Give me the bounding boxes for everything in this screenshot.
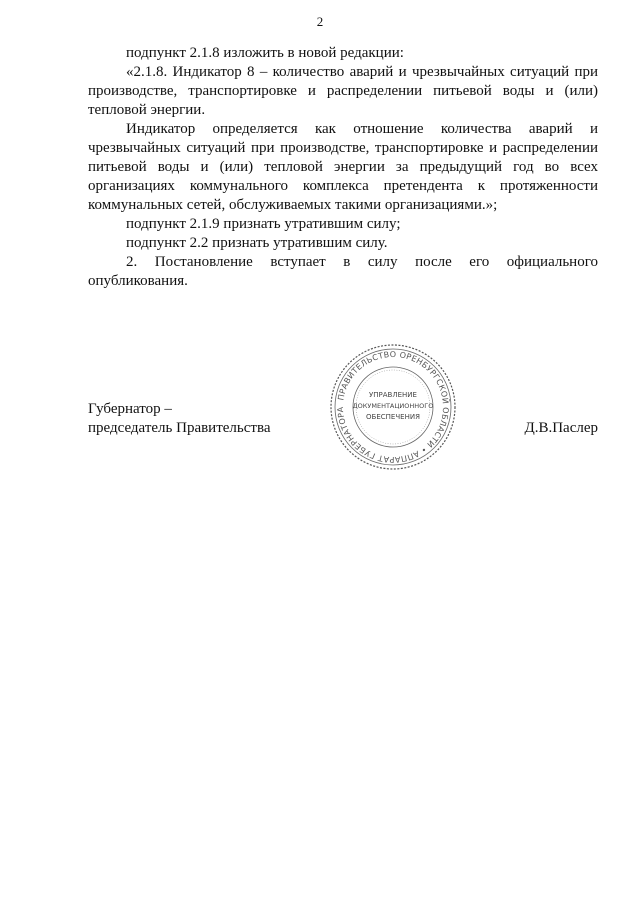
paragraph-indicator-8: «2.1.8. Индикатор 8 – количество аварий и чрезвычайных ситуаций при производстве, транспортировке и распределении питьевой воды и (или) тепловой энергии. xyxy=(88,64,598,118)
stamp-outer-text: ПРАВИТЕЛЬСТВО ОРЕНБУРГСКОЙ ОБЛАСТИ • АППАРАТ ГУБЕРНАТОРА xyxy=(335,349,451,465)
paragraph-subpoint-218: подпункт 2.1.8 изложить в новой редакции: xyxy=(126,45,404,61)
paragraph-subpoint-219: подпункт 2.1.9 признать утратившим силу; xyxy=(126,216,401,232)
signatory-position-line-2: председатель Правительства xyxy=(88,420,271,436)
signatory-name: Д.В.Паслер xyxy=(524,420,598,436)
signatory-position-line-1: Губернатор – xyxy=(88,401,172,417)
stamp-inner-line-3: ОБЕСПЕЧЕНИЯ xyxy=(366,413,420,421)
signatory-position xyxy=(88,400,271,438)
paragraph-effective-date: 2. Постановление вступает в силу после его официального опубликования. xyxy=(88,254,598,289)
stamp-inner-line-1: УПРАВЛЕНИЕ xyxy=(369,391,417,399)
stamp-inner-line-2: ДОКУМЕНТАЦИОННОГО xyxy=(352,402,434,410)
document-body xyxy=(88,44,598,291)
page-number: 2 xyxy=(316,14,324,29)
signature-block xyxy=(88,400,598,440)
paragraph-indicator-definition: Индикатор определяется как отношение количества аварий и чрезвычайных ситуаций при производстве, транспортировке и распределении питьевой воды и (или) тепловой энергии за предыдущий год во всех организациях коммунального комплекса претендента к протяженности коммунальных сетей, обслуживаемых такими организациями.»; xyxy=(88,121,598,213)
paragraph-subpoint-22: подпункт 2.2 признать утратившим силу. xyxy=(126,235,388,251)
